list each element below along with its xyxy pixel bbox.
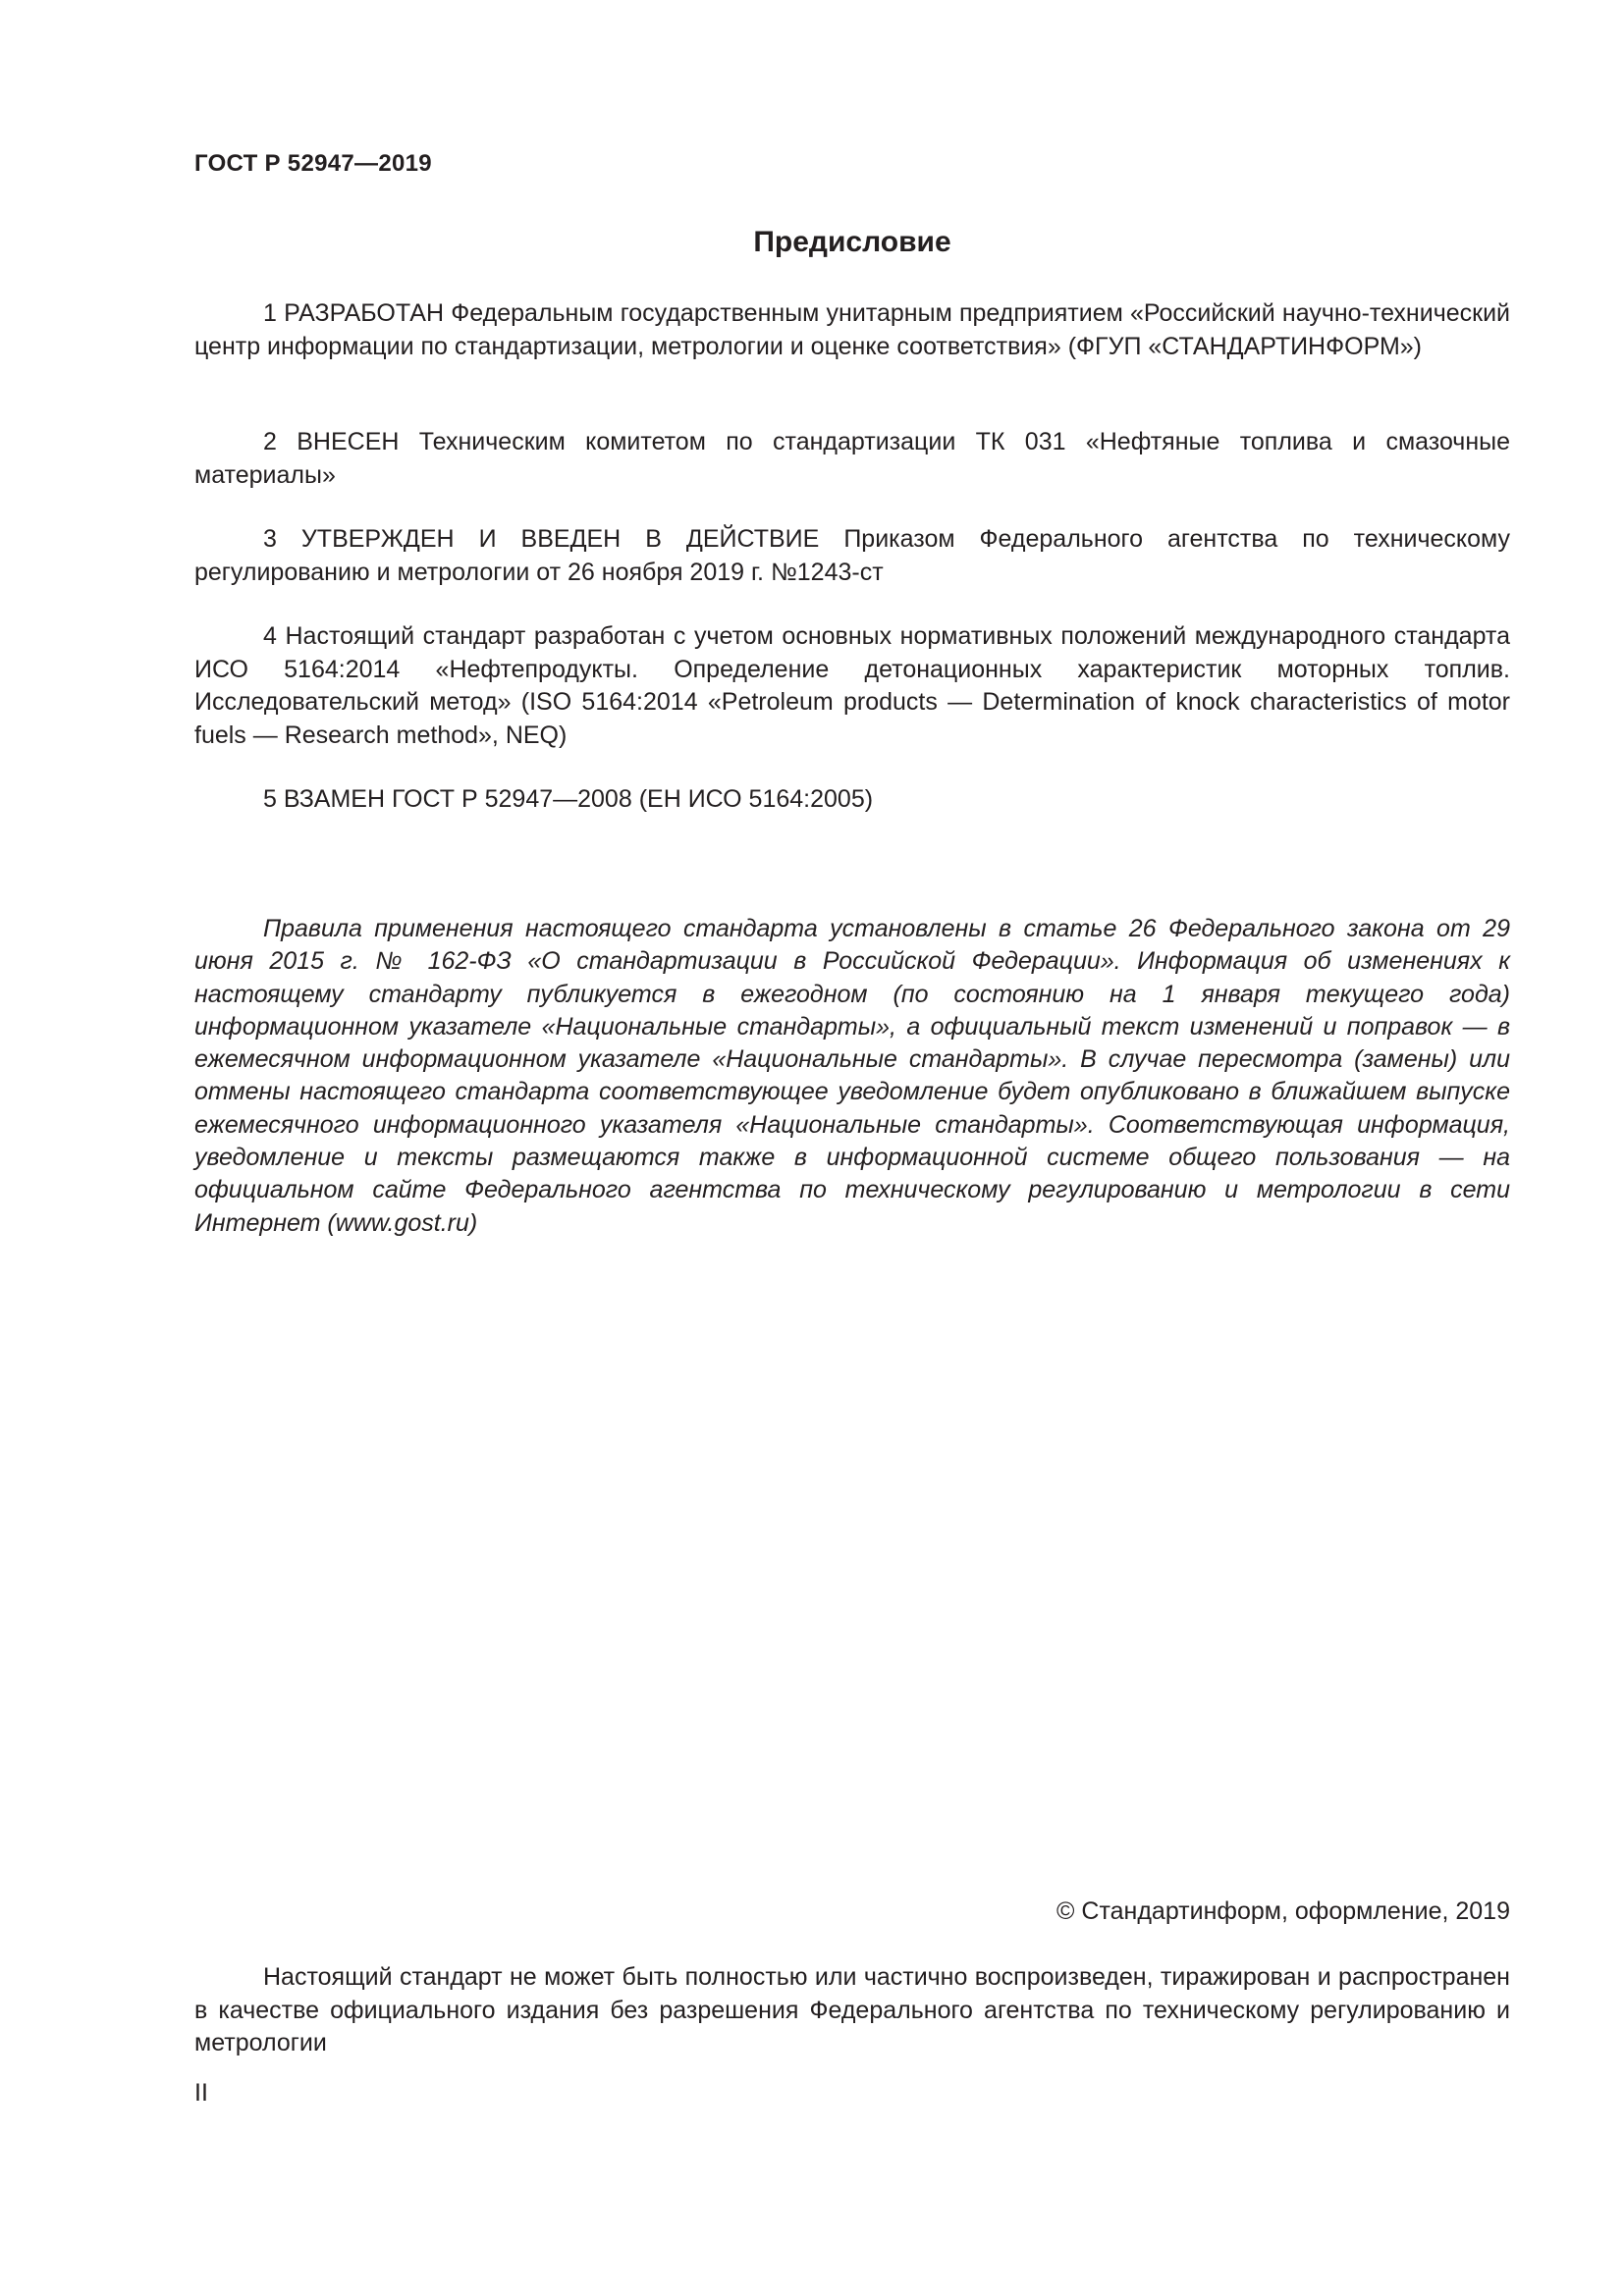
copyright-line: © Стандартинформ, оформление, 2019 bbox=[1056, 1897, 1510, 1925]
document-code: ГОСТ Р 52947—2019 bbox=[194, 150, 432, 177]
section-title: Предисловие bbox=[753, 226, 951, 258]
foreword-item-3: 3 УТВЕРЖДЕН И ВВЕДЕН В ДЕЙСТВИЕ Приказом Федерального агентства по техническому регулированию и метрологии от 26 ноября 2019 г. №1243-ст bbox=[194, 525, 1510, 586]
foreword-item-4: 4 Настоящий стандарт разработан с учетом основных нормативных положений международного стандарта ИСО 5164:2014 «Нефтепродукты. Определение детонационных характеристик моторных топлив. Исследовательский метод» (ISO 5164:2014 «Petroleum products — Determination of knock characteristics of motor fuels — Research method», NEQ) bbox=[194, 622, 1510, 749]
foreword-item-5: 5 ВЗАМЕН ГОСТ Р 52947—2008 (ЕН ИСО 5164:2005) bbox=[263, 785, 874, 813]
foreword-item-1: 1 РАЗРАБОТАН Федеральным государственным унитарным предприятием «Российский научно-технический центр информации по стандартизации, метрологии и оценке соответствия» (ФГУП «СТАНДАРТИНФОРМ») bbox=[194, 299, 1510, 360]
application-rules-note: Правила применения настоящего стандарта установлены в статье 26 Федерального закона от 29 июня 2015 г. № 162-ФЗ «О стандартизации в Российской Федерации». Информация об изменениях к настоящему стандарту публикуется в ежегодном (по состоянию на 1 января текущего года) информационном указателе «Национальные стандарты», а официальный текст изменений и поправок — в ежемесячном информационном указателе «Национальные стандарты». В случае пересмотра (замены) или отмены настоящего стандарта соответствующее уведомление будет опубликовано в ближайшем выпуске ежемесячного информационного указателя «Национальные стандарты». Соответствующая информация, уведомление и тексты размещаются также в информационной системе общего пользования — на официальном сайте Федерального агентства по техническому регулированию и метрологии в сети Интернет (www.gost.ru) bbox=[194, 915, 1510, 1237]
foreword-item-2: 2 ВНЕСЕН Техническим комитетом по стандартизации ТК 031 «Нефтяные топлива и смазочные материалы» bbox=[194, 428, 1510, 489]
reproduction-notice: Настоящий стандарт не может быть полностью или частично воспроизведен, тиражирован и распространен в качестве официального издания без разрешения Федерального агентства по техническому регулированию и метрологии bbox=[194, 1963, 1510, 2056]
page-number: II bbox=[194, 2079, 208, 2107]
